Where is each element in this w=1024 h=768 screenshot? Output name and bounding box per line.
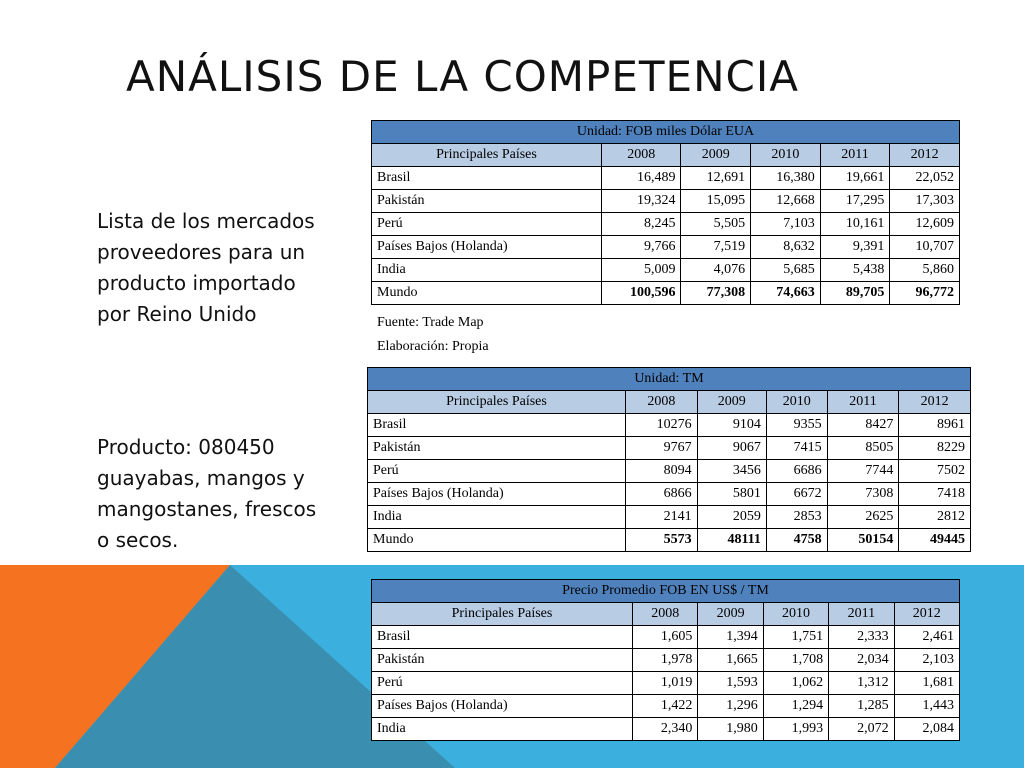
- value-cell: 22,052: [890, 167, 960, 190]
- value-cell: 7308: [827, 483, 899, 506]
- table-row: [372, 695, 960, 718]
- table-row: [372, 259, 960, 282]
- year-header: 2012: [899, 391, 971, 414]
- value-cell: 1,019: [633, 672, 698, 695]
- value-cell: 2,103: [894, 649, 959, 672]
- product-paragraph: Producto: 080450 guayabas, mangos y mangostanes, frescos o secos.: [97, 435, 317, 552]
- value-cell: 8,245: [602, 213, 681, 236]
- header-row: [372, 603, 960, 626]
- table-row: [372, 649, 960, 672]
- value-cell: 9767: [626, 437, 698, 460]
- value-cell: 8505: [827, 437, 899, 460]
- value-cell: 9067: [697, 437, 766, 460]
- country-cell: Brasil: [372, 167, 602, 190]
- value-cell: 5573: [626, 529, 698, 552]
- value-cell: 16,380: [751, 167, 821, 190]
- table-row: [368, 460, 971, 483]
- side-text-markets: [97, 206, 322, 330]
- value-cell: 1,665: [698, 649, 763, 672]
- value-cell: 1,605: [633, 626, 698, 649]
- value-cell: 2,084: [894, 718, 959, 741]
- value-cell: 9,766: [602, 236, 681, 259]
- value-cell: 5,438: [820, 259, 890, 282]
- value-cell: 8427: [827, 414, 899, 437]
- table-row: [372, 167, 960, 190]
- value-cell: 1,980: [698, 718, 763, 741]
- country-header: Principales Países: [372, 603, 633, 626]
- value-cell: 17,303: [890, 190, 960, 213]
- year-header: 2009: [697, 391, 766, 414]
- value-cell: 12,668: [751, 190, 821, 213]
- value-cell: 12,609: [890, 213, 960, 236]
- value-cell: 1,978: [633, 649, 698, 672]
- country-cell: Pakistán: [372, 190, 602, 213]
- year-header: 2008: [633, 603, 698, 626]
- source-note: Fuente: Trade Map: [377, 315, 484, 330]
- table-row: [368, 414, 971, 437]
- value-cell: 5801: [697, 483, 766, 506]
- value-cell: 9104: [697, 414, 766, 437]
- value-cell: 1,062: [763, 672, 828, 695]
- value-cell: 10,161: [820, 213, 890, 236]
- value-cell: 1,993: [763, 718, 828, 741]
- table-row: [372, 626, 960, 649]
- value-cell: 2141: [626, 506, 698, 529]
- value-cell: 5,009: [602, 259, 681, 282]
- country-cell: Países Bajos (Holanda): [368, 483, 626, 506]
- value-cell: 7744: [827, 460, 899, 483]
- country-cell: Perú: [372, 213, 602, 236]
- value-cell: 1,443: [894, 695, 959, 718]
- markets-paragraph: Lista de los mercados proveedores para un producto importado por Reino Unido: [97, 209, 315, 326]
- value-cell: 4758: [766, 529, 827, 552]
- value-cell: 1,294: [763, 695, 828, 718]
- country-cell: India: [372, 718, 633, 741]
- value-cell: 2,461: [894, 626, 959, 649]
- value-cell: 3456: [697, 460, 766, 483]
- year-header: 2010: [766, 391, 827, 414]
- side-text-product: [97, 432, 322, 556]
- average-price-table: [371, 579, 960, 741]
- table-row: [372, 236, 960, 259]
- year-header: 2011: [820, 144, 890, 167]
- total-row: [368, 529, 971, 552]
- unit-row: [372, 121, 960, 144]
- value-cell: 12,691: [681, 167, 751, 190]
- country-cell: Perú: [368, 460, 626, 483]
- total-row: [372, 282, 960, 305]
- table-row: [372, 718, 960, 741]
- year-header: 2010: [751, 144, 821, 167]
- value-cell: 17,295: [820, 190, 890, 213]
- table-row: [372, 190, 960, 213]
- value-cell: 49445: [899, 529, 971, 552]
- value-cell: 2,333: [829, 626, 894, 649]
- country-cell: Perú: [372, 672, 633, 695]
- value-cell: 1,593: [698, 672, 763, 695]
- table-row: [372, 672, 960, 695]
- value-cell: 7,519: [681, 236, 751, 259]
- value-cell: 96,772: [890, 282, 960, 305]
- value-cell: 2625: [827, 506, 899, 529]
- value-cell: 48111: [697, 529, 766, 552]
- value-cell: 2853: [766, 506, 827, 529]
- value-cell: 16,489: [602, 167, 681, 190]
- value-cell: 2,072: [829, 718, 894, 741]
- value-cell: 15,095: [681, 190, 751, 213]
- value-cell: 8961: [899, 414, 971, 437]
- value-cell: 7502: [899, 460, 971, 483]
- country-cell: Brasil: [368, 414, 626, 437]
- country-cell: Pakistán: [372, 649, 633, 672]
- value-cell: 1,312: [829, 672, 894, 695]
- value-cell: 1,285: [829, 695, 894, 718]
- tonnage-table: [367, 367, 971, 552]
- value-cell: 1,394: [698, 626, 763, 649]
- year-header: 2010: [763, 603, 828, 626]
- value-cell: 2,034: [829, 649, 894, 672]
- value-cell: 7,103: [751, 213, 821, 236]
- value-cell: 5,685: [751, 259, 821, 282]
- value-cell: 5,860: [890, 259, 960, 282]
- value-cell: 8229: [899, 437, 971, 460]
- value-cell: 6686: [766, 460, 827, 483]
- unit-label: Precio Promedio FOB EN US$ / TM: [372, 580, 960, 603]
- value-cell: 1,422: [633, 695, 698, 718]
- value-cell: 6672: [766, 483, 827, 506]
- value-cell: 4,076: [681, 259, 751, 282]
- table-row: [368, 506, 971, 529]
- value-cell: 1,751: [763, 626, 828, 649]
- country-cell: Pakistán: [368, 437, 626, 460]
- value-cell: 10276: [626, 414, 698, 437]
- value-cell: 7418: [899, 483, 971, 506]
- value-cell: 1,681: [894, 672, 959, 695]
- country-cell: Mundo: [372, 282, 602, 305]
- value-cell: 77,308: [681, 282, 751, 305]
- value-cell: 5,505: [681, 213, 751, 236]
- table-row: [368, 483, 971, 506]
- table-row: [368, 437, 971, 460]
- value-cell: 100,596: [602, 282, 681, 305]
- unit-label: Unidad: TM: [368, 368, 971, 391]
- country-cell: Países Bajos (Holanda): [372, 695, 633, 718]
- value-cell: 19,661: [820, 167, 890, 190]
- unit-row: [368, 368, 971, 391]
- value-cell: 8094: [626, 460, 698, 483]
- year-header: 2008: [602, 144, 681, 167]
- value-cell: 6866: [626, 483, 698, 506]
- year-header: 2012: [890, 144, 960, 167]
- header-row: [372, 144, 960, 167]
- header-row: [368, 391, 971, 414]
- value-cell: 2,340: [633, 718, 698, 741]
- year-header: 2011: [829, 603, 894, 626]
- value-cell: 50154: [827, 529, 899, 552]
- value-cell: 9,391: [820, 236, 890, 259]
- value-cell: 9355: [766, 414, 827, 437]
- unit-row: [372, 580, 960, 603]
- value-cell: 74,663: [751, 282, 821, 305]
- country-cell: India: [368, 506, 626, 529]
- fob-value-table: [371, 120, 960, 305]
- value-cell: 8,632: [751, 236, 821, 259]
- unit-label: Unidad: FOB miles Dólar EUA: [372, 121, 960, 144]
- year-header: 2009: [698, 603, 763, 626]
- value-cell: 89,705: [820, 282, 890, 305]
- country-header: Principales Países: [372, 144, 602, 167]
- slide-title: ANÁLISIS DE LA COMPETENCIA: [126, 52, 799, 101]
- country-cell: Países Bajos (Holanda): [372, 236, 602, 259]
- value-cell: 2059: [697, 506, 766, 529]
- year-header: 2012: [894, 603, 959, 626]
- year-header: 2008: [626, 391, 698, 414]
- country-cell: India: [372, 259, 602, 282]
- year-header: 2009: [681, 144, 751, 167]
- value-cell: 7415: [766, 437, 827, 460]
- country-header: Principales Países: [368, 391, 626, 414]
- year-header: 2011: [827, 391, 899, 414]
- country-cell: Mundo: [368, 529, 626, 552]
- value-cell: 2812: [899, 506, 971, 529]
- table-notes: [377, 311, 489, 359]
- value-cell: 19,324: [602, 190, 681, 213]
- country-cell: Brasil: [372, 626, 633, 649]
- value-cell: 10,707: [890, 236, 960, 259]
- value-cell: 1,708: [763, 649, 828, 672]
- table-row: [372, 213, 960, 236]
- value-cell: 1,296: [698, 695, 763, 718]
- prepared-note: Elaboración: Propia: [377, 339, 489, 354]
